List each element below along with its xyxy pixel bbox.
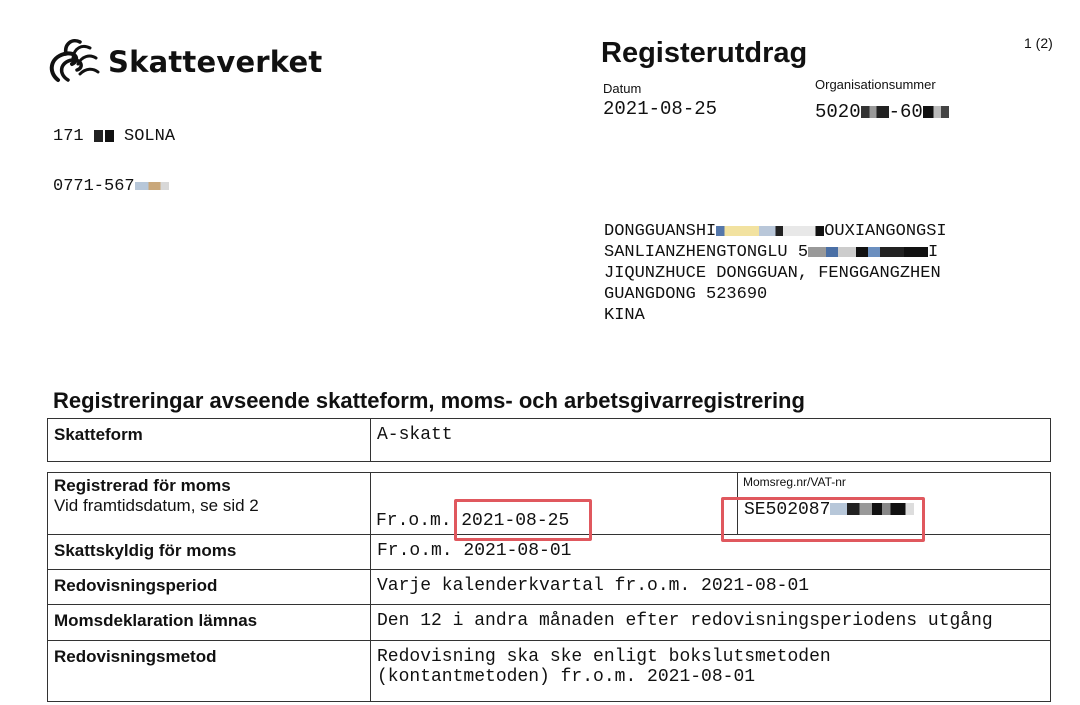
redovisningsmetod-label: Redovisningsmetod (48, 641, 371, 702)
datum-value: 2021-08-25 (603, 98, 718, 120)
vat-visible: SE502087 (744, 500, 831, 520)
registrerad-sublabel: Vid framtidsdatum, se sid 2 (54, 496, 259, 515)
document-title: Registerutdrag (601, 37, 808, 69)
sender-phone (53, 177, 169, 196)
date-highlight-box (454, 499, 592, 541)
phone-prefix: 0771-567 (53, 177, 135, 196)
redaction-mark (861, 106, 889, 118)
page-number: 1 (2) (1024, 35, 1053, 51)
sender-address (53, 127, 175, 146)
recipient-line-1-start: DONGGUANSHI (604, 222, 717, 241)
row-value: Den 12 i andra månaden efter redovisningsperiodens utgång (371, 605, 1051, 641)
table-row (48, 570, 1051, 605)
address-suffix: SOLNA (113, 127, 176, 146)
row-value: Fr.o.m. 2021-08-01 (371, 535, 1051, 570)
table-row (48, 419, 1051, 462)
logo-text: Skatteverket (108, 45, 323, 79)
swirl-logo-icon (46, 34, 100, 84)
org-number-visible: 5020 (815, 101, 861, 123)
redaction-mark (923, 106, 949, 118)
registrerad-cell (48, 473, 371, 535)
vat-label: Momsreg.nr/VAT-nr (743, 475, 846, 489)
table-row (48, 641, 1051, 702)
address-prefix: 171 (53, 127, 94, 146)
datum-label: Datum (603, 81, 642, 96)
recipient-line-5: KINA (604, 306, 645, 325)
skatteform-table (47, 418, 1051, 462)
org-number-value (815, 101, 949, 123)
recipient-line-2-end: I (928, 243, 939, 262)
skatteform-label: Skatteform (48, 419, 371, 462)
recipient-line-3: JIQUNZHUCE DONGGUAN, FENGGANGZHEN (604, 264, 941, 283)
from-date: 2021-08-25 (461, 511, 570, 531)
registrerad-label: Registrerad för moms (54, 476, 231, 495)
redovisningsmetod-line-1: Redovisning ska ske enligt bokslutsmetoden (377, 647, 831, 667)
org-number-tail: -60 (888, 101, 923, 123)
recipient-line-2 (604, 242, 947, 263)
recipient-line-2-start: SANLIANZHENGTONGLU 5 (604, 243, 809, 262)
recipient-line-1 (604, 221, 947, 242)
row-value: Varje kalenderkvartal fr.o.m. 2021-08-01 (371, 570, 1051, 605)
vat-highlight-box (721, 497, 925, 542)
redovisningsmetod-value (371, 641, 1051, 702)
recipient-line-4: GUANGDONG 523690 (604, 285, 768, 304)
redaction-mark (808, 247, 928, 257)
recipient-address (604, 221, 947, 326)
section-title: Registreringar avseende skatteform, moms- och arbetsgivarregistrering (53, 388, 805, 413)
skatteverket-logo (46, 34, 322, 84)
org-number-label: Organisationsummer (815, 77, 936, 92)
row-label: Redovisningsperiod (48, 570, 371, 605)
table-row (48, 605, 1051, 641)
from-prefix: Fr.o.m. (376, 511, 452, 531)
redaction-mark (716, 226, 824, 236)
row-label: Momsdeklaration lämnas (48, 605, 371, 641)
row-label: Skattskyldig för moms (48, 535, 371, 570)
redaction-mark (94, 130, 114, 142)
recipient-line-1-end: OUXIANGONGSI (824, 222, 947, 241)
skatteform-value: A-skatt (371, 419, 1051, 462)
redaction-mark (135, 182, 169, 190)
redovisningsmetod-line-2: (kontantmetoden) fr.o.m. 2021-08-01 (377, 667, 756, 687)
